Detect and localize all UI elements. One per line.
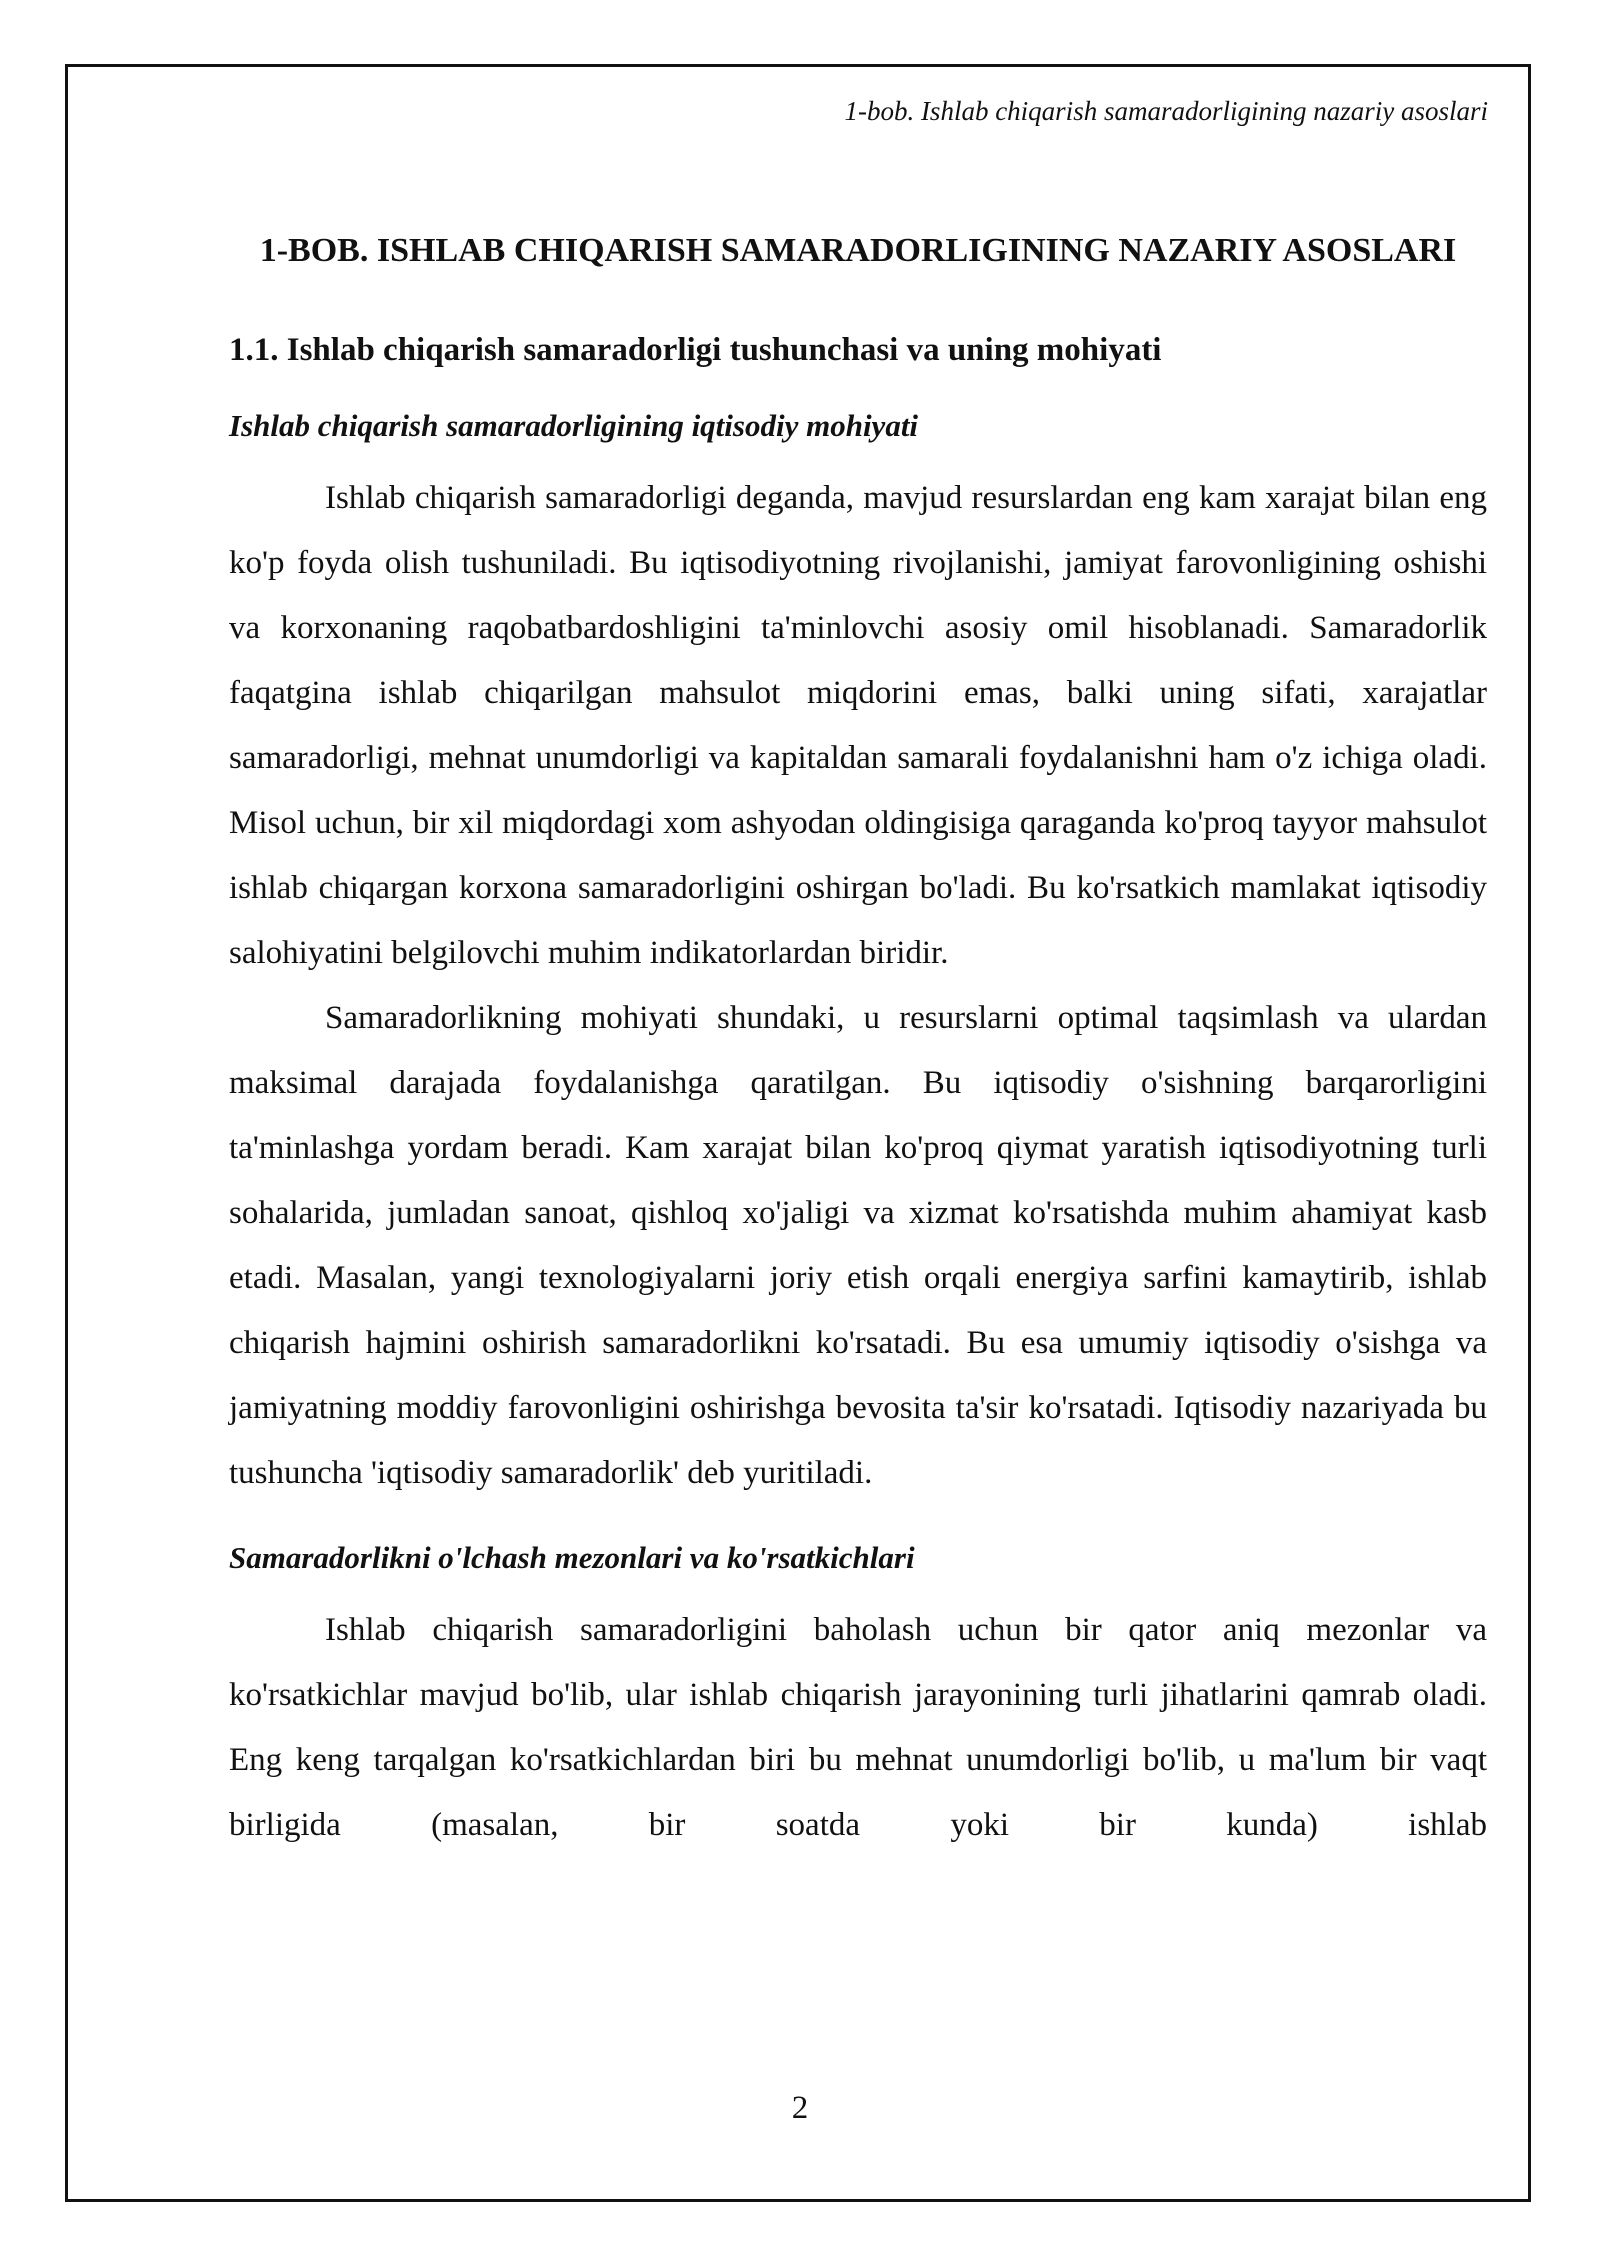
subsection-title-measurement-criteria: Samaradorlikni o'lchash mezonlari va ko'rsatkichlari — [229, 1540, 915, 1575]
subsection-title-economic-essence: Ishlab chiqarish samaradorligining iqtisodiy mohiyati — [229, 408, 919, 443]
chapter-title: 1-BOB. ISHLAB CHIQARISH SAMARADORLIGINING NAZARIY ASOSLARI — [259, 232, 1457, 269]
running-header: 1-bob. Ishlab chiqarish samaradorligining nazariy asoslari — [844, 96, 1488, 126]
paragraph: Samaradorlikning mohiyati shundaki, u resurslarni optimal taqsimlash va ulardan maksimal darajada foydalanishga qaratilgan. Bu iqtisodiy o'sishning barqarorligini ta'minlashga yordam beradi. Kam xarajat bilan ko'proq qiymat yaratish iqtisodiyotning turli sohalarida, jumladan sanoat, qishloq xo'jaligi va xizmat ko'rsatishda muhim ahamiyat kasb etadi. Masalan, yangi texnologiyalarni joriy etish orqali energiya sarfini kamaytirib, ishlab chiqarish hajmini oshirish samaradorlikni ko'rsatadi. Bu esa umumiy iqtisodiy o'sishga va jamiyatning moddiy farovonligini oshirishga bevosita ta'sir ko'rsatadi. Iqtisodiy nazariyada bu tushuncha 'iqtisodiy samaradorlik' deb yuritiladi. — [229, 1000, 1487, 1491]
page-number: 2 — [791, 2090, 809, 2126]
page-content — [229, 210, 1487, 1858]
section-title: 1.1. Ishlab chiqarish samaradorligi tushunchasi va uning mohiyati — [229, 332, 1162, 368]
paragraph: Ishlab chiqarish samaradorligini baholash uchun bir qator aniq mezonlar va ko'rsatkichlar mavjud bo'lib, ular ishlab chiqarish jarayonining turli jihatlarini qamrab oladi. Eng keng tarqalgan ko'rsatkichlardan biri bu mehnat unumdorligi bo'lib, u ma'lum bir vaqt birligida (masalan, bir soatda yoki bir kunda) ishlab — [229, 1612, 1487, 1843]
paragraph: Ishlab chiqarish samaradorligi deganda, mavjud resurslardan eng kam xarajat bilan eng ko'p foyda olish tushuniladi. Bu iqtisodiyotning rivojlanishi, jamiyat farovonligining oshishi va korxonaning raqobatbardoshligini ta'minlovchi asosiy omil hisoblanadi. Samaradorlik faqatgina ishlab chiqarilgan mahsulot miqdorini emas, balki uning sifati, xarajatlar samaradorligi, mehnat unumdorligi va kapitaldan samarali foydalanishni ham o'z ichiga oladi. Misol uchun, bir xil miqdordagi xom ashyodan oldingisiga qaraganda ko'proq tayyor mahsulot ishlab chiqargan korxona samaradorligini oshirgan bo'ladi. Bu ko'rsatkich mamlakat iqtisodiy salohiyatini belgilovchi muhim indikatorlardan biridir. — [229, 480, 1487, 971]
